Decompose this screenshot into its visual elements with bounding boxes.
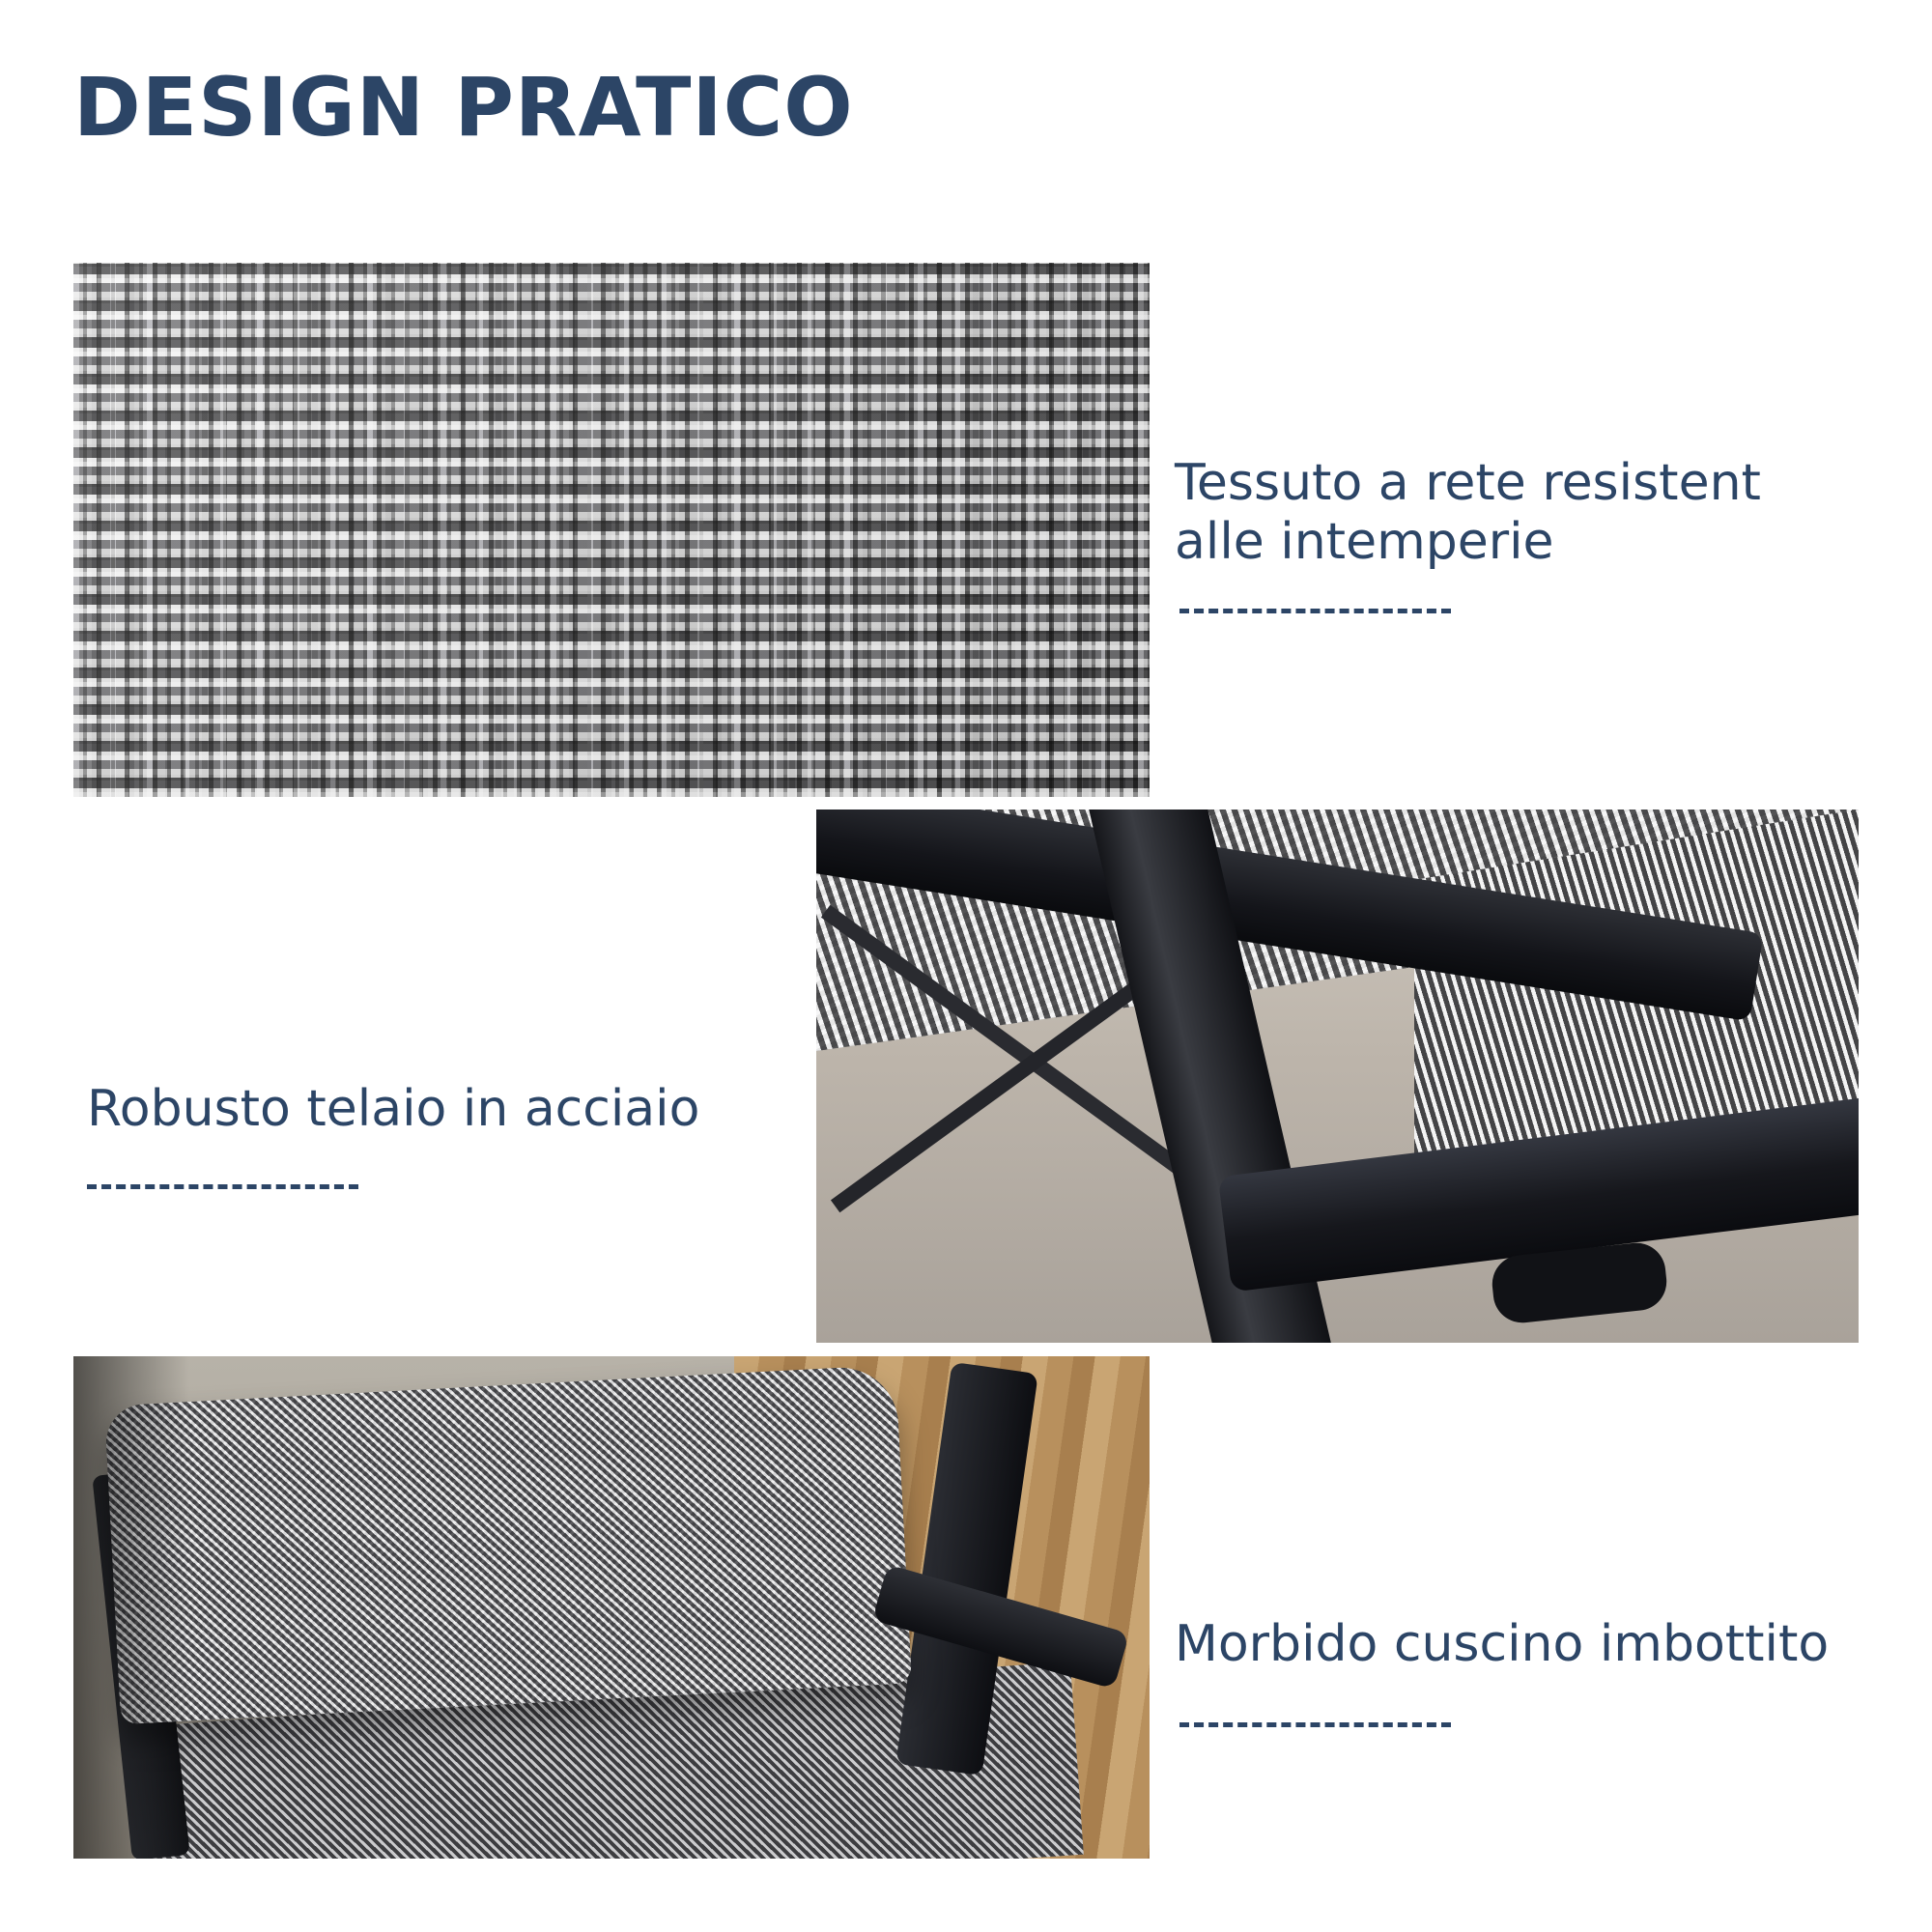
feature-caption-steel-frame	[87, 1080, 821, 1139]
caption-line-1: Morbido cuscino imbottito	[1175, 1615, 1830, 1673]
feature-image-steel-frame	[816, 810, 1859, 1343]
mesh-shading-overlay	[73, 263, 1150, 797]
feature-caption-padded-cushion	[1175, 1615, 1909, 1674]
caption-line-1: Tessuto a rete resistent	[1175, 454, 1761, 512]
padded-headrest-cushion	[104, 1365, 912, 1724]
caption-dashed-rule-frame	[87, 1184, 358, 1189]
caption-line-2: alle intemperie	[1175, 513, 1554, 572]
feature-caption-weather-resistant-mesh	[1175, 454, 1851, 573]
caption-dashed-rule-cushion	[1179, 1722, 1451, 1727]
page-title: DESIGN PRATICO	[73, 60, 854, 155]
left-edge-shadow	[73, 1356, 189, 1859]
feature-image-padded-cushion	[73, 1356, 1150, 1859]
caption-line-1: Robusto telaio in acciaio	[87, 1080, 700, 1138]
feature-image-weather-resistant-mesh	[73, 263, 1150, 797]
caption-dashed-rule-mesh	[1179, 609, 1451, 613]
